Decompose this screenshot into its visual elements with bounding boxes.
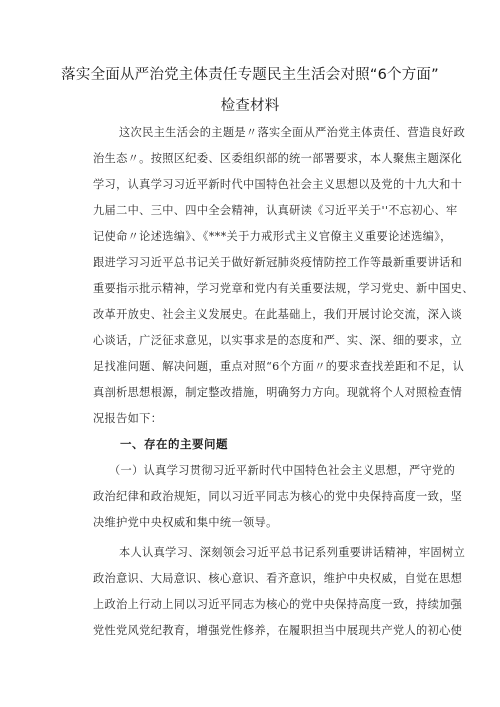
- intro-line: 这次民主生活会的主题是〃落实全面从严治党主体责任、营造良好政: [119, 126, 466, 139]
- section-heading: 一、存在的主要问题: [120, 437, 228, 451]
- section1-para-line: 上政治上行动上同以习近平同志为核心的党中央保持高度一致，持续加强: [93, 598, 463, 611]
- intro-line: 足找准问题、解决问题，重点对照“6个方面〃的要求查找差距和不足，认: [93, 360, 465, 373]
- document-title-line1: 落实全面从严治党主体责任专题民主生活会对照“6个方面”: [61, 67, 439, 83]
- intro-line: 九届二中、三中、四中全会精神，认真研读《习近平关于''不忘初心、牢: [93, 204, 458, 217]
- section1-sub-line: 决维护党中央权威和集中统一领导。: [93, 516, 278, 529]
- document-title-line2: 检查材料: [220, 98, 280, 114]
- section1-para-line: 本人认真学习、深刻领会习近平总书记系列重要讲话精神，牢固树立: [119, 546, 466, 559]
- section1-sub-line: （一）认真学习贯彻习近平新时代中国特色社会主义思想，严守党的: [109, 464, 456, 477]
- intro-line: 况报告如下：: [93, 412, 163, 425]
- section1-para-line: 政治意识、大局意识、核心意识、看齐意识，维护中央权威，自觉在思想: [93, 572, 463, 585]
- intro-line: 学习，认真学习习近平新时代中国特色社会主义思想以及党的十九大和十: [93, 178, 463, 191]
- intro-line: 心谈话，广泛征求意见，以实事求是的态度和严、实、深、细的要求，立: [93, 334, 463, 347]
- intro-line: 跟进学习习近平总书记关于做好新冠肺炎疫情防控工作等最新重要讲话和: [93, 256, 463, 269]
- intro-line: 改革开放史、社会主义发展史。在此基础上，我们开展讨论交流，深入谈: [93, 308, 463, 321]
- section1-sub-line: 政治纪律和政治规矩，同以习近平同志为核心的党中央保持高度一致，坚: [93, 490, 463, 503]
- section1-para-line: 党性党风党纪教育，增强党性修养，在履职担当中展现共产党人的初心使: [93, 624, 463, 637]
- intro-line: 真剖析思想根源，制定整改措施，明确努力方向。现就将个人对照检查情: [93, 386, 463, 399]
- intro-line: 重要指示批示精神，学习党章和党内有关重要法规，学习党史、新中国史、: [93, 282, 474, 295]
- intro-line: 治生态〃。按照区纪委、区委组织部的统一部署要求，本人聚焦主题深化: [93, 152, 463, 165]
- intro-line: 记使命〃论述选编》、《***关于力戒形式主义官僚主义重要论述选编》，: [93, 230, 452, 243]
